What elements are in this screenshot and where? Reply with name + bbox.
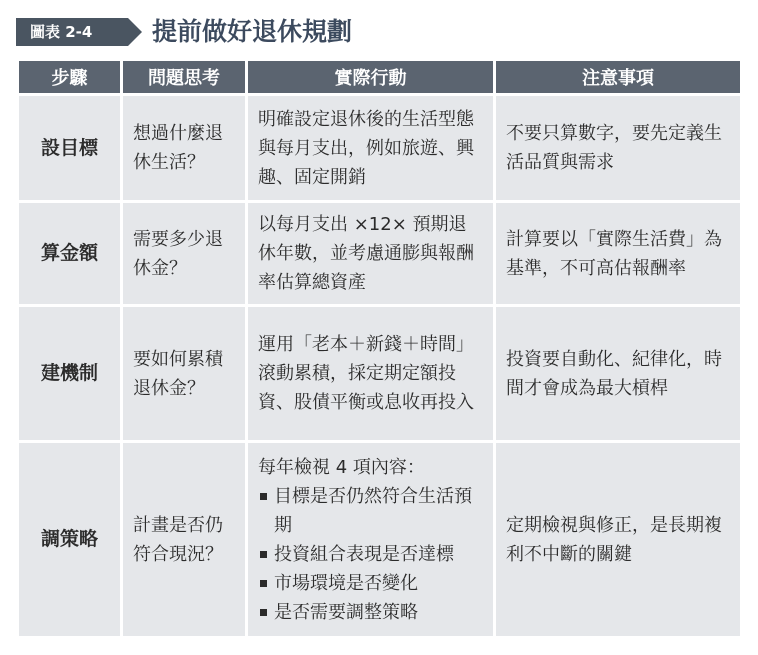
header-row (19, 61, 740, 93)
note-cell: 不要只算數字，要先定義生活品質與需求 (496, 96, 740, 200)
review-list (258, 482, 483, 627)
list-item: 投資組合表現是否達標 (258, 540, 483, 569)
table-row (19, 307, 740, 440)
question-cell: 計畫是否仍符合現況？ (123, 443, 245, 636)
action-cell: 以每月支出 ×12× 預期退休年數，並考慮通膨與報酬率估算總資產 (248, 203, 493, 304)
note-cell: 定期檢視與修正，是長期複利不中斷的關鍵 (496, 443, 740, 636)
list-item: 目標是否仍然符合生活預期 (258, 482, 483, 540)
action-cell: 運用「老本＋新錢＋時間」滾動累積，採定期定額投資、股債平衡或息收再投入 (248, 307, 493, 440)
question-cell: 要如何累積退休金？ (123, 307, 245, 440)
figure-header (16, 12, 746, 52)
step-cell: 設目標 (19, 96, 120, 200)
step-cell: 算金額 (19, 203, 120, 304)
note-cell: 計算要以「實際生活費」為基準，不可高估報酬率 (496, 203, 740, 304)
header-step: 步驟 (19, 61, 120, 93)
list-item: 市場環境是否變化 (258, 569, 483, 598)
table-row (19, 96, 740, 200)
header-question: 問題思考 (123, 61, 245, 93)
retirement-plan-table (16, 58, 743, 639)
table-row (19, 203, 740, 304)
action-cell: 明確設定退休後的生活型態與每月支出，例如旅遊、興趣、固定開銷 (248, 96, 493, 200)
question-cell: 需要多少退休金？ (123, 203, 245, 304)
header-note: 注意事項 (496, 61, 740, 93)
figure-tag: 圖表 2-4 (16, 18, 128, 46)
step-cell: 調策略 (19, 443, 120, 636)
table-row (19, 443, 740, 636)
step-cell: 建機制 (19, 307, 120, 440)
header-action: 實際行動 (248, 61, 493, 93)
action-intro: 每年檢視 4 項內容： (258, 456, 425, 478)
figure-title: 提前做好退休規劃 (152, 17, 353, 46)
list-item: 是否需要調整策略 (258, 598, 483, 627)
question-cell: 想過什麼退休生活？ (123, 96, 245, 200)
action-cell (248, 443, 493, 636)
tag-arrow-icon (128, 18, 142, 46)
note-cell: 投資要自動化、紀律化，時間才會成為最大槓桿 (496, 307, 740, 440)
